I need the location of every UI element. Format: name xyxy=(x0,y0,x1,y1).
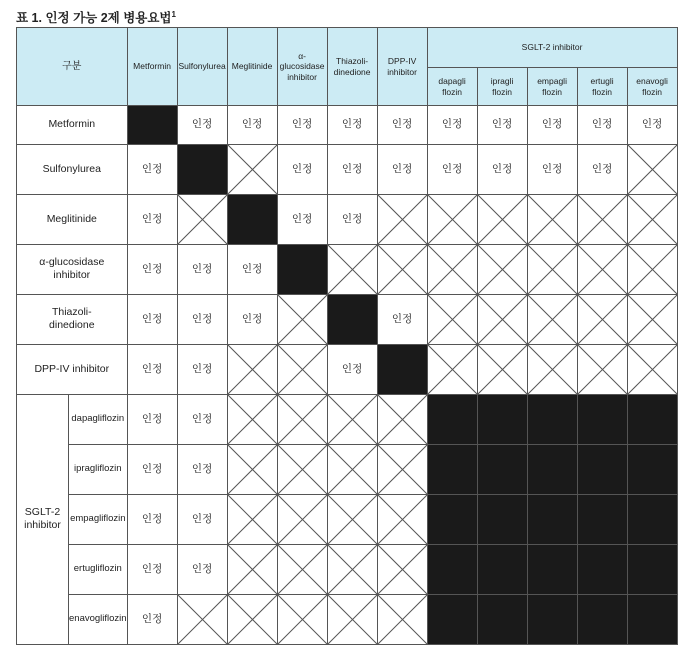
not-applicable-x-icon xyxy=(278,295,327,344)
not-applicable-cell xyxy=(327,244,377,294)
approved-cell: 인정 xyxy=(177,494,227,544)
table-row xyxy=(17,194,678,244)
self-combination-cell xyxy=(527,444,577,494)
not-applicable-cell xyxy=(627,194,677,244)
self-combination-cell xyxy=(377,344,427,394)
approved-cell: 인정 xyxy=(227,294,277,344)
not-applicable-cell xyxy=(627,244,677,294)
not-applicable-x-icon xyxy=(378,495,427,544)
not-applicable-cell xyxy=(227,344,277,394)
self-combination-cell xyxy=(627,544,677,594)
approved-cell: 인정 xyxy=(377,144,427,194)
not-applicable-x-icon xyxy=(278,545,327,594)
self-combination-cell xyxy=(477,444,527,494)
approved-cell: 인정 xyxy=(327,344,377,394)
combination-therapy-table xyxy=(16,27,678,645)
not-applicable-cell xyxy=(277,494,327,544)
approved-cell: 인정 xyxy=(127,194,177,244)
not-applicable-cell xyxy=(277,594,327,644)
column-header: α-glucosidase inhibitor xyxy=(277,28,327,106)
not-applicable-x-icon xyxy=(428,345,477,394)
sglt2-group-header: SGLT-2 inhibitor xyxy=(427,28,677,68)
approved-cell: 인정 xyxy=(527,144,577,194)
not-applicable-x-icon xyxy=(228,545,277,594)
not-applicable-x-icon xyxy=(528,195,577,244)
not-applicable-cell xyxy=(327,594,377,644)
sglt2-column-header: enavogli flozin xyxy=(627,68,677,106)
approved-cell: 인정 xyxy=(627,106,677,145)
not-applicable-x-icon xyxy=(278,495,327,544)
not-applicable-cell xyxy=(427,194,477,244)
self-combination-cell xyxy=(577,444,627,494)
table-title xyxy=(16,8,176,26)
not-applicable-x-icon xyxy=(378,395,427,444)
not-applicable-cell xyxy=(627,144,677,194)
self-combination-cell xyxy=(627,594,677,644)
not-applicable-cell xyxy=(427,244,477,294)
row-label: Metformin xyxy=(17,106,128,145)
approved-cell: 인정 xyxy=(127,244,177,294)
not-applicable-cell xyxy=(227,594,277,644)
approved-cell: 인정 xyxy=(377,106,427,145)
table-row xyxy=(17,244,678,294)
not-applicable-x-icon xyxy=(428,245,477,294)
sglt2-column-header: empagli flozin xyxy=(527,68,577,106)
not-applicable-cell xyxy=(227,544,277,594)
column-header: Metformin xyxy=(127,28,177,106)
table-row xyxy=(17,544,678,594)
self-combination-cell xyxy=(477,394,527,444)
not-applicable-x-icon xyxy=(628,345,677,394)
not-applicable-x-icon xyxy=(378,545,427,594)
approved-cell: 인정 xyxy=(127,144,177,194)
approved-cell: 인정 xyxy=(327,106,377,145)
not-applicable-cell xyxy=(577,344,627,394)
self-combination-cell xyxy=(527,494,577,544)
self-combination-cell xyxy=(527,394,577,444)
approved-cell: 인정 xyxy=(527,106,577,145)
sglt2-column-header: ertugli flozin xyxy=(577,68,627,106)
not-applicable-x-icon xyxy=(328,245,377,294)
row-label: dapagliflozin xyxy=(69,394,128,444)
approved-cell: 인정 xyxy=(277,194,327,244)
table-title-text: 표 1. 인정 가능 2제 병용요법 xyxy=(16,11,172,25)
not-applicable-x-icon xyxy=(578,345,627,394)
row-label: Meglitinide xyxy=(17,194,128,244)
not-applicable-cell xyxy=(577,294,627,344)
not-applicable-cell xyxy=(377,544,427,594)
not-applicable-x-icon xyxy=(278,345,327,394)
not-applicable-x-icon xyxy=(628,145,677,194)
approved-cell: 인정 xyxy=(477,106,527,145)
approved-cell: 인정 xyxy=(177,294,227,344)
approved-cell: 인정 xyxy=(177,544,227,594)
table-row xyxy=(17,494,678,544)
not-applicable-cell xyxy=(377,394,427,444)
row-label: ertugliflozin xyxy=(69,544,128,594)
not-applicable-cell xyxy=(327,494,377,544)
not-applicable-x-icon xyxy=(228,345,277,394)
not-applicable-x-icon xyxy=(178,195,227,244)
not-applicable-cell xyxy=(577,194,627,244)
not-applicable-cell xyxy=(327,544,377,594)
not-applicable-x-icon xyxy=(478,345,527,394)
not-applicable-x-icon xyxy=(628,195,677,244)
not-applicable-x-icon xyxy=(228,145,277,194)
table-row xyxy=(17,344,678,394)
approved-cell: 인정 xyxy=(427,106,477,145)
table-row xyxy=(17,394,678,444)
not-applicable-x-icon xyxy=(328,545,377,594)
not-applicable-cell xyxy=(377,494,427,544)
approved-cell: 인정 xyxy=(277,106,327,145)
not-applicable-cell xyxy=(477,244,527,294)
approved-cell: 인정 xyxy=(127,344,177,394)
not-applicable-cell xyxy=(227,394,277,444)
self-combination-cell xyxy=(527,544,577,594)
approved-cell: 인정 xyxy=(327,194,377,244)
self-combination-cell xyxy=(477,494,527,544)
approved-cell: 인정 xyxy=(127,444,177,494)
self-combination-cell xyxy=(177,144,227,194)
not-applicable-x-icon xyxy=(228,495,277,544)
not-applicable-x-icon xyxy=(528,345,577,394)
not-applicable-cell xyxy=(227,494,277,544)
approved-cell: 인정 xyxy=(327,144,377,194)
row-label: Sulfonylurea xyxy=(17,144,128,194)
not-applicable-x-icon xyxy=(328,495,377,544)
approved-cell: 인정 xyxy=(177,394,227,444)
not-applicable-x-icon xyxy=(178,595,227,644)
not-applicable-x-icon xyxy=(378,195,427,244)
self-combination-cell xyxy=(427,444,477,494)
row-label: empagliflozin xyxy=(69,494,128,544)
not-applicable-x-icon xyxy=(328,445,377,494)
self-combination-cell xyxy=(577,394,627,444)
approved-cell: 인정 xyxy=(277,144,327,194)
table-row xyxy=(17,444,678,494)
self-combination-cell xyxy=(627,444,677,494)
not-applicable-cell xyxy=(177,594,227,644)
not-applicable-x-icon xyxy=(478,195,527,244)
not-applicable-x-icon xyxy=(578,295,627,344)
not-applicable-x-icon xyxy=(228,445,277,494)
approved-cell: 인정 xyxy=(227,106,277,145)
footnote-marker: 1 xyxy=(171,9,176,19)
not-applicable-cell xyxy=(477,294,527,344)
not-applicable-cell xyxy=(477,344,527,394)
not-applicable-x-icon xyxy=(528,295,577,344)
approved-cell: 인정 xyxy=(577,106,627,145)
approved-cell: 인정 xyxy=(177,444,227,494)
approved-cell: 인정 xyxy=(127,594,177,644)
approved-cell: 인정 xyxy=(127,494,177,544)
table-row xyxy=(17,294,678,344)
self-combination-cell xyxy=(627,394,677,444)
column-header: Sulfonylurea xyxy=(177,28,227,106)
not-applicable-cell xyxy=(427,344,477,394)
approved-cell: 인정 xyxy=(177,244,227,294)
row-label: Thiazoli- dinedione xyxy=(17,294,128,344)
approved-cell: 인정 xyxy=(477,144,527,194)
not-applicable-cell xyxy=(627,294,677,344)
not-applicable-cell xyxy=(527,244,577,294)
not-applicable-x-icon xyxy=(628,295,677,344)
not-applicable-cell xyxy=(377,194,427,244)
not-applicable-x-icon xyxy=(428,195,477,244)
self-combination-cell xyxy=(627,494,677,544)
not-applicable-x-icon xyxy=(228,595,277,644)
table-row xyxy=(17,594,678,644)
not-applicable-x-icon xyxy=(328,395,377,444)
not-applicable-cell xyxy=(477,194,527,244)
not-applicable-x-icon xyxy=(278,595,327,644)
not-applicable-cell xyxy=(377,244,427,294)
sglt2-column-header: ipragli flozin xyxy=(477,68,527,106)
self-combination-cell xyxy=(427,594,477,644)
column-header: Thiazoli- dinedione xyxy=(327,28,377,106)
self-combination-cell xyxy=(277,244,327,294)
self-combination-cell xyxy=(577,544,627,594)
sglt2-column-header: dapagli flozin xyxy=(427,68,477,106)
not-applicable-cell xyxy=(427,294,477,344)
self-combination-cell xyxy=(427,394,477,444)
not-applicable-x-icon xyxy=(228,395,277,444)
self-combination-cell xyxy=(227,194,277,244)
not-applicable-x-icon xyxy=(278,395,327,444)
self-combination-cell xyxy=(477,544,527,594)
self-combination-cell xyxy=(427,544,477,594)
approved-cell: 인정 xyxy=(227,244,277,294)
not-applicable-cell xyxy=(277,544,327,594)
not-applicable-cell xyxy=(327,394,377,444)
not-applicable-cell xyxy=(527,294,577,344)
self-combination-cell xyxy=(577,494,627,544)
not-applicable-x-icon xyxy=(528,245,577,294)
row-label: ipragliflozin xyxy=(69,444,128,494)
not-applicable-x-icon xyxy=(428,295,477,344)
not-applicable-cell xyxy=(627,344,677,394)
self-combination-cell xyxy=(527,594,577,644)
approved-cell: 인정 xyxy=(427,144,477,194)
self-combination-cell xyxy=(127,106,177,145)
not-applicable-x-icon xyxy=(478,245,527,294)
column-header: Meglitinide xyxy=(227,28,277,106)
not-applicable-cell xyxy=(277,444,327,494)
not-applicable-cell xyxy=(377,444,427,494)
not-applicable-cell xyxy=(177,194,227,244)
not-applicable-x-icon xyxy=(378,245,427,294)
row-label: DPP-IV inhibitor xyxy=(17,344,128,394)
not-applicable-cell xyxy=(227,444,277,494)
header-row xyxy=(17,28,678,68)
column-header: DPP-IV inhibitor xyxy=(377,28,427,106)
not-applicable-cell xyxy=(577,244,627,294)
not-applicable-cell xyxy=(327,444,377,494)
self-combination-cell xyxy=(577,594,627,644)
row-label: α-glucosidase inhibitor xyxy=(17,244,128,294)
table-row xyxy=(17,144,678,194)
category-header: 구분 xyxy=(17,28,128,106)
not-applicable-cell xyxy=(277,344,327,394)
not-applicable-cell xyxy=(227,144,277,194)
not-applicable-cell xyxy=(527,194,577,244)
not-applicable-x-icon xyxy=(378,445,427,494)
sglt2-group-row-label: SGLT-2 inhibitor xyxy=(17,394,69,644)
not-applicable-cell xyxy=(277,294,327,344)
not-applicable-x-icon xyxy=(628,245,677,294)
not-applicable-cell xyxy=(277,394,327,444)
not-applicable-x-icon xyxy=(578,195,627,244)
approved-cell: 인정 xyxy=(377,294,427,344)
self-combination-cell xyxy=(477,594,527,644)
self-combination-cell xyxy=(327,294,377,344)
approved-cell: 인정 xyxy=(577,144,627,194)
not-applicable-x-icon xyxy=(478,295,527,344)
approved-cell: 인정 xyxy=(127,294,177,344)
not-applicable-x-icon xyxy=(278,445,327,494)
self-combination-cell xyxy=(427,494,477,544)
row-label: enavogliflozin xyxy=(69,594,128,644)
not-applicable-x-icon xyxy=(328,595,377,644)
approved-cell: 인정 xyxy=(177,106,227,145)
approved-cell: 인정 xyxy=(177,344,227,394)
not-applicable-x-icon xyxy=(378,595,427,644)
not-applicable-x-icon xyxy=(578,245,627,294)
approved-cell: 인정 xyxy=(127,544,177,594)
not-applicable-cell xyxy=(377,594,427,644)
approved-cell: 인정 xyxy=(127,394,177,444)
table-row xyxy=(17,106,678,145)
not-applicable-cell xyxy=(527,344,577,394)
